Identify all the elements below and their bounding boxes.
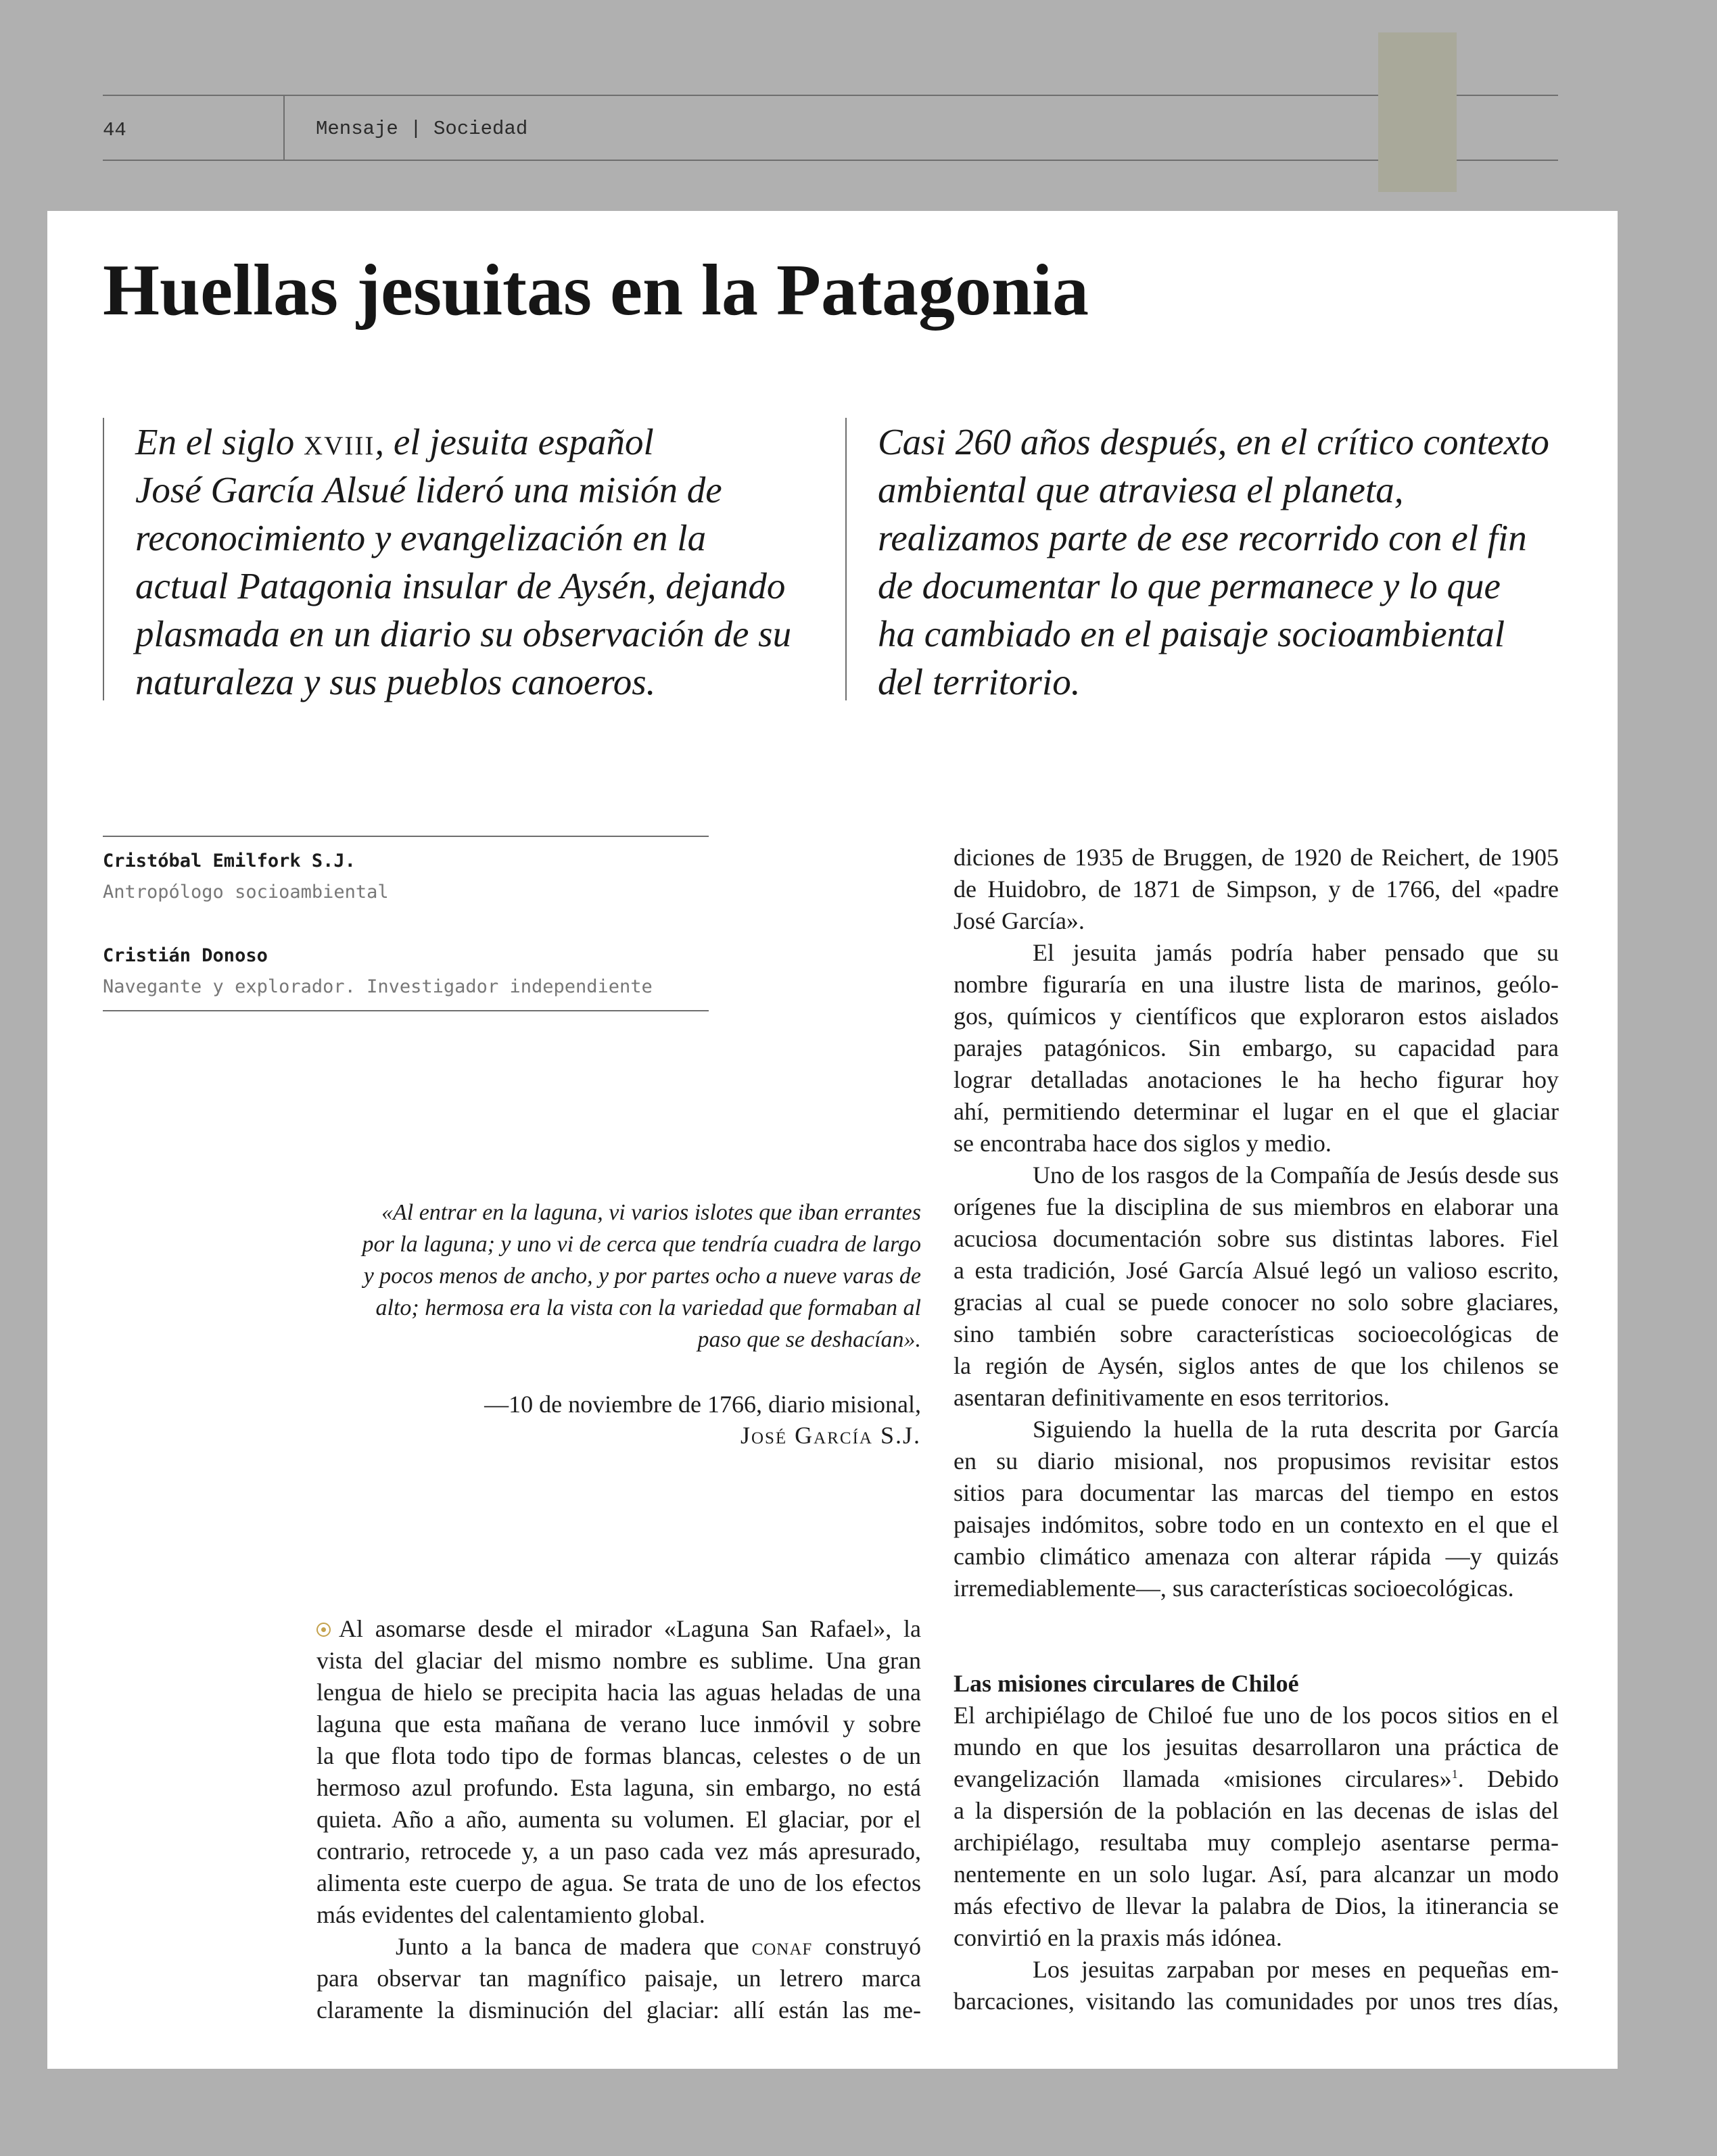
body-line: a esta tradición, José García Alsué legó un valioso escrito, <box>954 1257 1559 1284</box>
header-divider <box>283 96 285 160</box>
body-line: irremediablemente—, sus características socioecológicas. <box>954 1575 1514 1602</box>
header-rule-top <box>103 95 1558 96</box>
century-numeral: xviii <box>304 421 375 462</box>
epigraph-line: y pocos menos de ancho, y por partes ocho a nueve varas de <box>363 1264 921 1289</box>
lead-left-line: reconocimiento y evangelización en la <box>135 517 707 558</box>
body-line: José García». <box>954 907 1085 934</box>
conaf-acronym: conaf <box>751 1933 813 1960</box>
body-line: cambio climático amenaza con alterar rápida —y quizás <box>954 1543 1559 1570</box>
body-line: nentemente en un solo lugar. Así, para alcanzar un modo <box>954 1861 1559 1888</box>
section-subheading: Las misiones circulares de Chiloé <box>954 1670 1299 1697</box>
epigraph-line: «Al entrar en la laguna, vi varios islotes que iban errantes <box>381 1200 921 1225</box>
epigraph-line: por la laguna; y uno vi de cerca que tendría cuadra de largo <box>362 1232 921 1257</box>
author-credits <box>103 836 709 1011</box>
body-line: El jesuita jamás podría haber pensado que su <box>1033 939 1559 966</box>
sun-icon <box>316 1623 331 1637</box>
author-name: Cristián Donoso <box>103 945 268 966</box>
paragraph-gap <box>954 1636 1559 1668</box>
body-line: barcaciones, visitando las comunidades por unos tres días, <box>954 1988 1559 2015</box>
body-line: en su diario misional, nos propusimos revisitar estos <box>954 1447 1559 1475</box>
epigraph-attribution <box>318 1389 921 1451</box>
body-line: paisajes indómitos, sobre todo en un contexto en el que el <box>954 1511 1559 1538</box>
lead-left <box>103 418 852 700</box>
lead-left-line: plasmada en un diario su observación de su <box>135 613 792 654</box>
body-line: de Huidobro, de 1871 de Simpson, y de 1766, del «padre <box>954 876 1559 903</box>
body-line: nombre figuraría en una ilustre lista de marinos, geólo- <box>954 971 1559 998</box>
body-line: Los jesuitas zarpaban por meses en pequeñas em- <box>1033 1956 1559 1983</box>
body-line: lengua de hielo se precipita hacia las aguas heladas de una <box>316 1679 921 1706</box>
lead-right-line: ha cambiado en el paisaje socioambiental <box>878 613 1505 654</box>
body-line: archipiélago, resultaba muy complejo asentarse perma- <box>954 1829 1559 1856</box>
body-line: lograr detalladas anotaciones le ha hecho figurar hoy <box>954 1066 1559 1093</box>
lead-right-line: del territorio. <box>878 661 1081 702</box>
body-line: la que flota todo tipo de formas blancas, celestes o de un <box>316 1742 921 1769</box>
lead-right-line: Casi 260 años después, en el crítico contexto <box>878 421 1549 462</box>
lead-left-line: José García Alsué lideró una misión de <box>135 469 722 510</box>
body-line: acuciosa documentación sobre sus distintas labores. Fiel <box>954 1225 1559 1252</box>
body-line: sino también sobre características socioecológicas de <box>954 1320 1559 1347</box>
body-line: sitios para documentar las marcas del tiempo en estos <box>954 1479 1559 1506</box>
body-line: El archipiélago de Chiloé fue uno de los pocos sitios en el <box>954 1702 1559 1729</box>
body-line: gos, químicos y científicos que exploraron estos aislados <box>954 1003 1559 1030</box>
lead-left-line: En el siglo xviii, el jesuita español <box>135 421 654 462</box>
lead-right <box>845 418 1581 700</box>
body-line: ahí, permitiendo determinar el lugar en el que el glaciar <box>954 1098 1559 1125</box>
lead-right-line: de documentar lo que permanece y lo que <box>878 565 1501 606</box>
body-line: para observar tan magnífico paisaje, un letrero marca <box>316 1965 921 1992</box>
body-line: se encontraba hace dos siglos y medio. <box>954 1130 1332 1157</box>
body-line: la región de Aysén, siglos antes de que los chilenos se <box>954 1352 1559 1379</box>
epigraph-quote <box>318 1197 921 1356</box>
body-line: parajes patagónicos. Sin embargo, su capacidad para <box>954 1034 1559 1061</box>
lead-left-line: naturaleza y sus pueblos canoeros. <box>135 661 656 702</box>
body-column-left <box>316 1613 921 2026</box>
epigraph-date: —10 de noviembre de 1766, diario misional, <box>484 1391 921 1418</box>
body-line: convirtió en la praxis más idónea. <box>954 1924 1282 1951</box>
article-title: Huellas jesuitas en la Patagonia <box>103 250 1089 331</box>
paragraph-gap <box>954 1604 1559 1636</box>
author-name: Cristóbal Emilfork S.J. <box>103 851 356 871</box>
body-line: alimenta este cuerpo de agua. Se trata de uno de los efectos <box>316 1869 921 1896</box>
section-label: Mensaje | Sociedad <box>316 118 528 140</box>
footnote-marker: 1 <box>1451 1767 1458 1781</box>
body-line: más efectivo de llevar la palabra de Dios, la itinerancia se <box>954 1892 1559 1919</box>
author-role: Antropólogo socioambiental <box>103 882 389 903</box>
body-line: a la dispersión de la población en las decenas de islas del <box>954 1797 1559 1824</box>
epigraph-author: José García S.J. <box>740 1422 921 1449</box>
body-line: gracias al cual se puede conocer no solo sobre glaciares, <box>954 1289 1559 1316</box>
epigraph-line: paso que se deshacían». <box>697 1327 921 1352</box>
body-line: Uno de los rasgos de la Compañía de Jesús desde sus <box>1033 1161 1559 1189</box>
body-line: Al asomarse desde el mirador «Laguna San Rafael», la <box>316 1613 921 1645</box>
body-line: asentaran definitivamente en esos territorios. <box>954 1384 1390 1411</box>
body-line: vista del glaciar del mismo nombre es sublime. Una gran <box>316 1647 921 1674</box>
section-tab-marker <box>1378 32 1457 192</box>
body-line: evangelización llamada «misiones circulares»$^1$. Debido <box>954 1765 1559 1792</box>
lead-left-line: actual Patagonia insular de Aysén, dejando <box>135 565 786 606</box>
body-line: contrario, retrocede y, a un paso cada vez más apresurado, <box>316 1838 921 1865</box>
page-number: 44 <box>103 119 126 141</box>
body-line: quieta. Año a año, aumenta su volumen. El glaciar, por el <box>316 1806 921 1833</box>
body-line: orígenes fue la disciplina de sus miembros en elaborar una <box>954 1193 1559 1220</box>
header-rule-bottom <box>103 160 1558 161</box>
body-line: diciones de 1935 de Bruggen, de 1920 de Reichert, de 1905 <box>954 844 1559 871</box>
body-line: más evidentes del calentamiento global. <box>316 1901 705 1928</box>
epigraph-line: alto; hermosa era la vista con la variedad que formaban al <box>375 1295 921 1320</box>
lead-right-line: ambiental que atraviesa el planeta, <box>878 469 1404 510</box>
body-line: laguna que esta mañana de verano luce inmóvil y sobre <box>316 1710 921 1738</box>
body-line: claramente la disminución del glaciar: allí están las me- <box>316 1996 921 2023</box>
body-column-right <box>954 842 1559 2017</box>
body-line: Siguiendo la huella de la ruta descrita por García <box>1033 1416 1559 1443</box>
lead-right-line: realizamos parte de ese recorrido con el fin <box>878 517 1527 558</box>
body-line: Junto a la banca de madera que conaf construyó <box>396 1933 921 1960</box>
body-line: hermoso azul profundo. Esta laguna, sin embargo, no está <box>316 1774 921 1801</box>
body-line: mundo en que los jesuitas desarrollaron una práctica de <box>954 1733 1559 1760</box>
author-role: Navegante y explorador. Investigador independiente <box>103 976 653 997</box>
